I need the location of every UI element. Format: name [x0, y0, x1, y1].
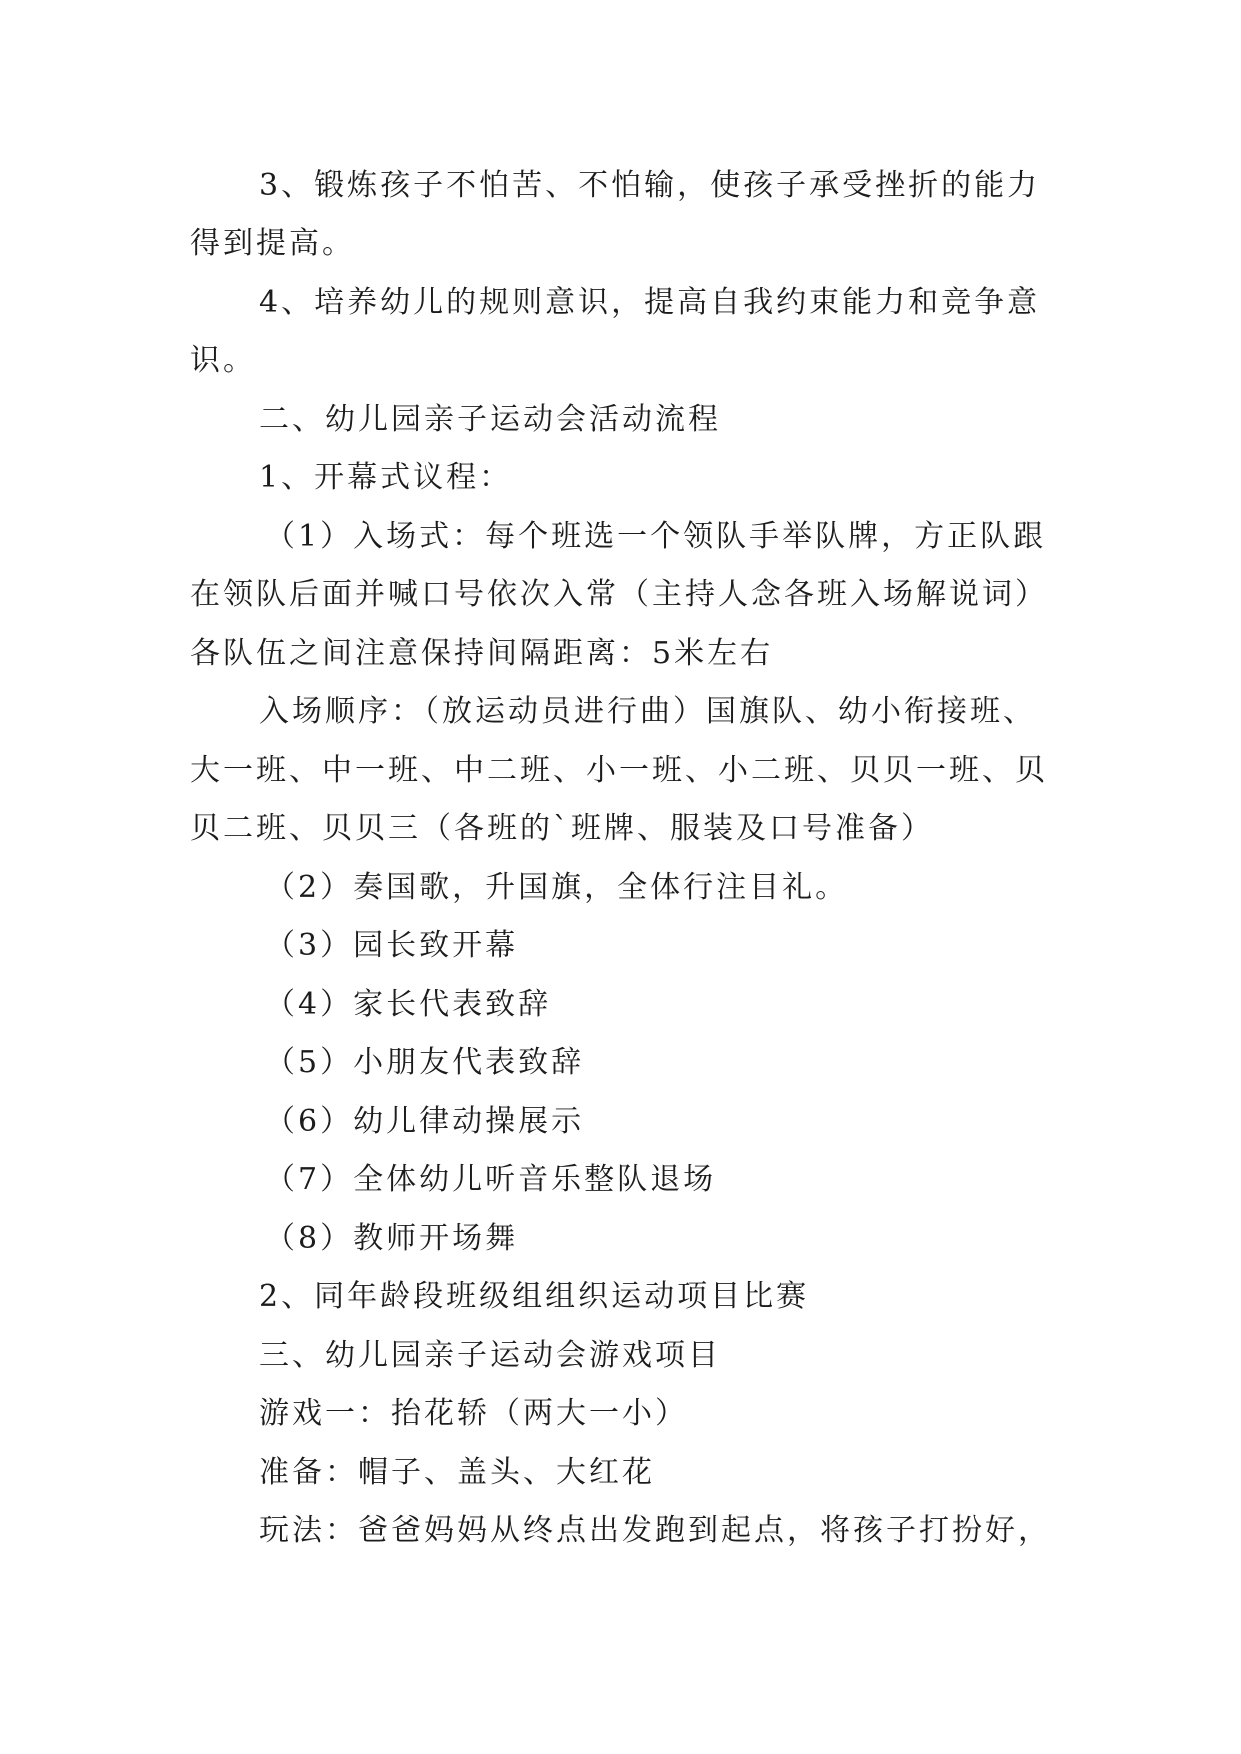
text-line: 在领队后面并喊口号依次入常（主持人念各班入场解说词） — [190, 577, 1048, 612]
text-line: 大一班、中一班、中二班、小一班、小二班、贝贝一班、贝 — [190, 753, 1048, 788]
text-line: 识。 — [190, 343, 256, 378]
list-item: （4）家长代表致辞 — [265, 987, 552, 1022]
text-line: 玩法：爸爸妈妈从终点出发跑到起点，将孩子打扮好， — [259, 1513, 1051, 1548]
section-heading: 三、幼儿园亲子运动会游戏项目 — [259, 1338, 721, 1373]
text-line: 各队伍之间注意保持间隔距离：5米左右 — [190, 636, 774, 671]
text-line: 3、锻炼孩子不怕苦、不怕输，使孩子承受挫折的能力 — [259, 168, 1041, 203]
section-heading: 二、幼儿园亲子运动会活动流程 — [259, 402, 721, 437]
text-line: 准备：帽子、盖头、大红花 — [259, 1455, 655, 1490]
text-line: 游戏一：抬花轿（两大一小） — [259, 1396, 688, 1431]
list-item: （2）奏国歌，升国旗，全体行注目礼。 — [265, 870, 849, 905]
text-line: 入场顺序：（放运动员进行曲）国旗队、幼小衔接班、 — [259, 694, 1036, 729]
list-item: （6）幼儿律动操展示 — [265, 1104, 585, 1139]
subsection-heading: 1、开幕式议程： — [259, 460, 513, 495]
list-item: （7）全体幼儿听音乐整队退场 — [265, 1162, 717, 1197]
list-item: （8）教师开场舞 — [265, 1221, 519, 1256]
text-line: 4、培养幼儿的规则意识，提高自我约束能力和竞争意 — [259, 285, 1041, 320]
text-line: （1）入场式：每个班选一个领队手举队牌，方正队跟 — [265, 519, 1047, 554]
list-item: （3）园长致开幕 — [265, 928, 519, 963]
list-item: （5）小朋友代表致辞 — [265, 1045, 585, 1080]
subsection-heading: 2、同年龄段班级组组织运动项目比赛 — [259, 1279, 810, 1314]
text-line: 得到提高。 — [190, 226, 355, 261]
text-line: 贝二班、贝贝三（各班的`班牌、服装及口号准备） — [190, 811, 934, 846]
